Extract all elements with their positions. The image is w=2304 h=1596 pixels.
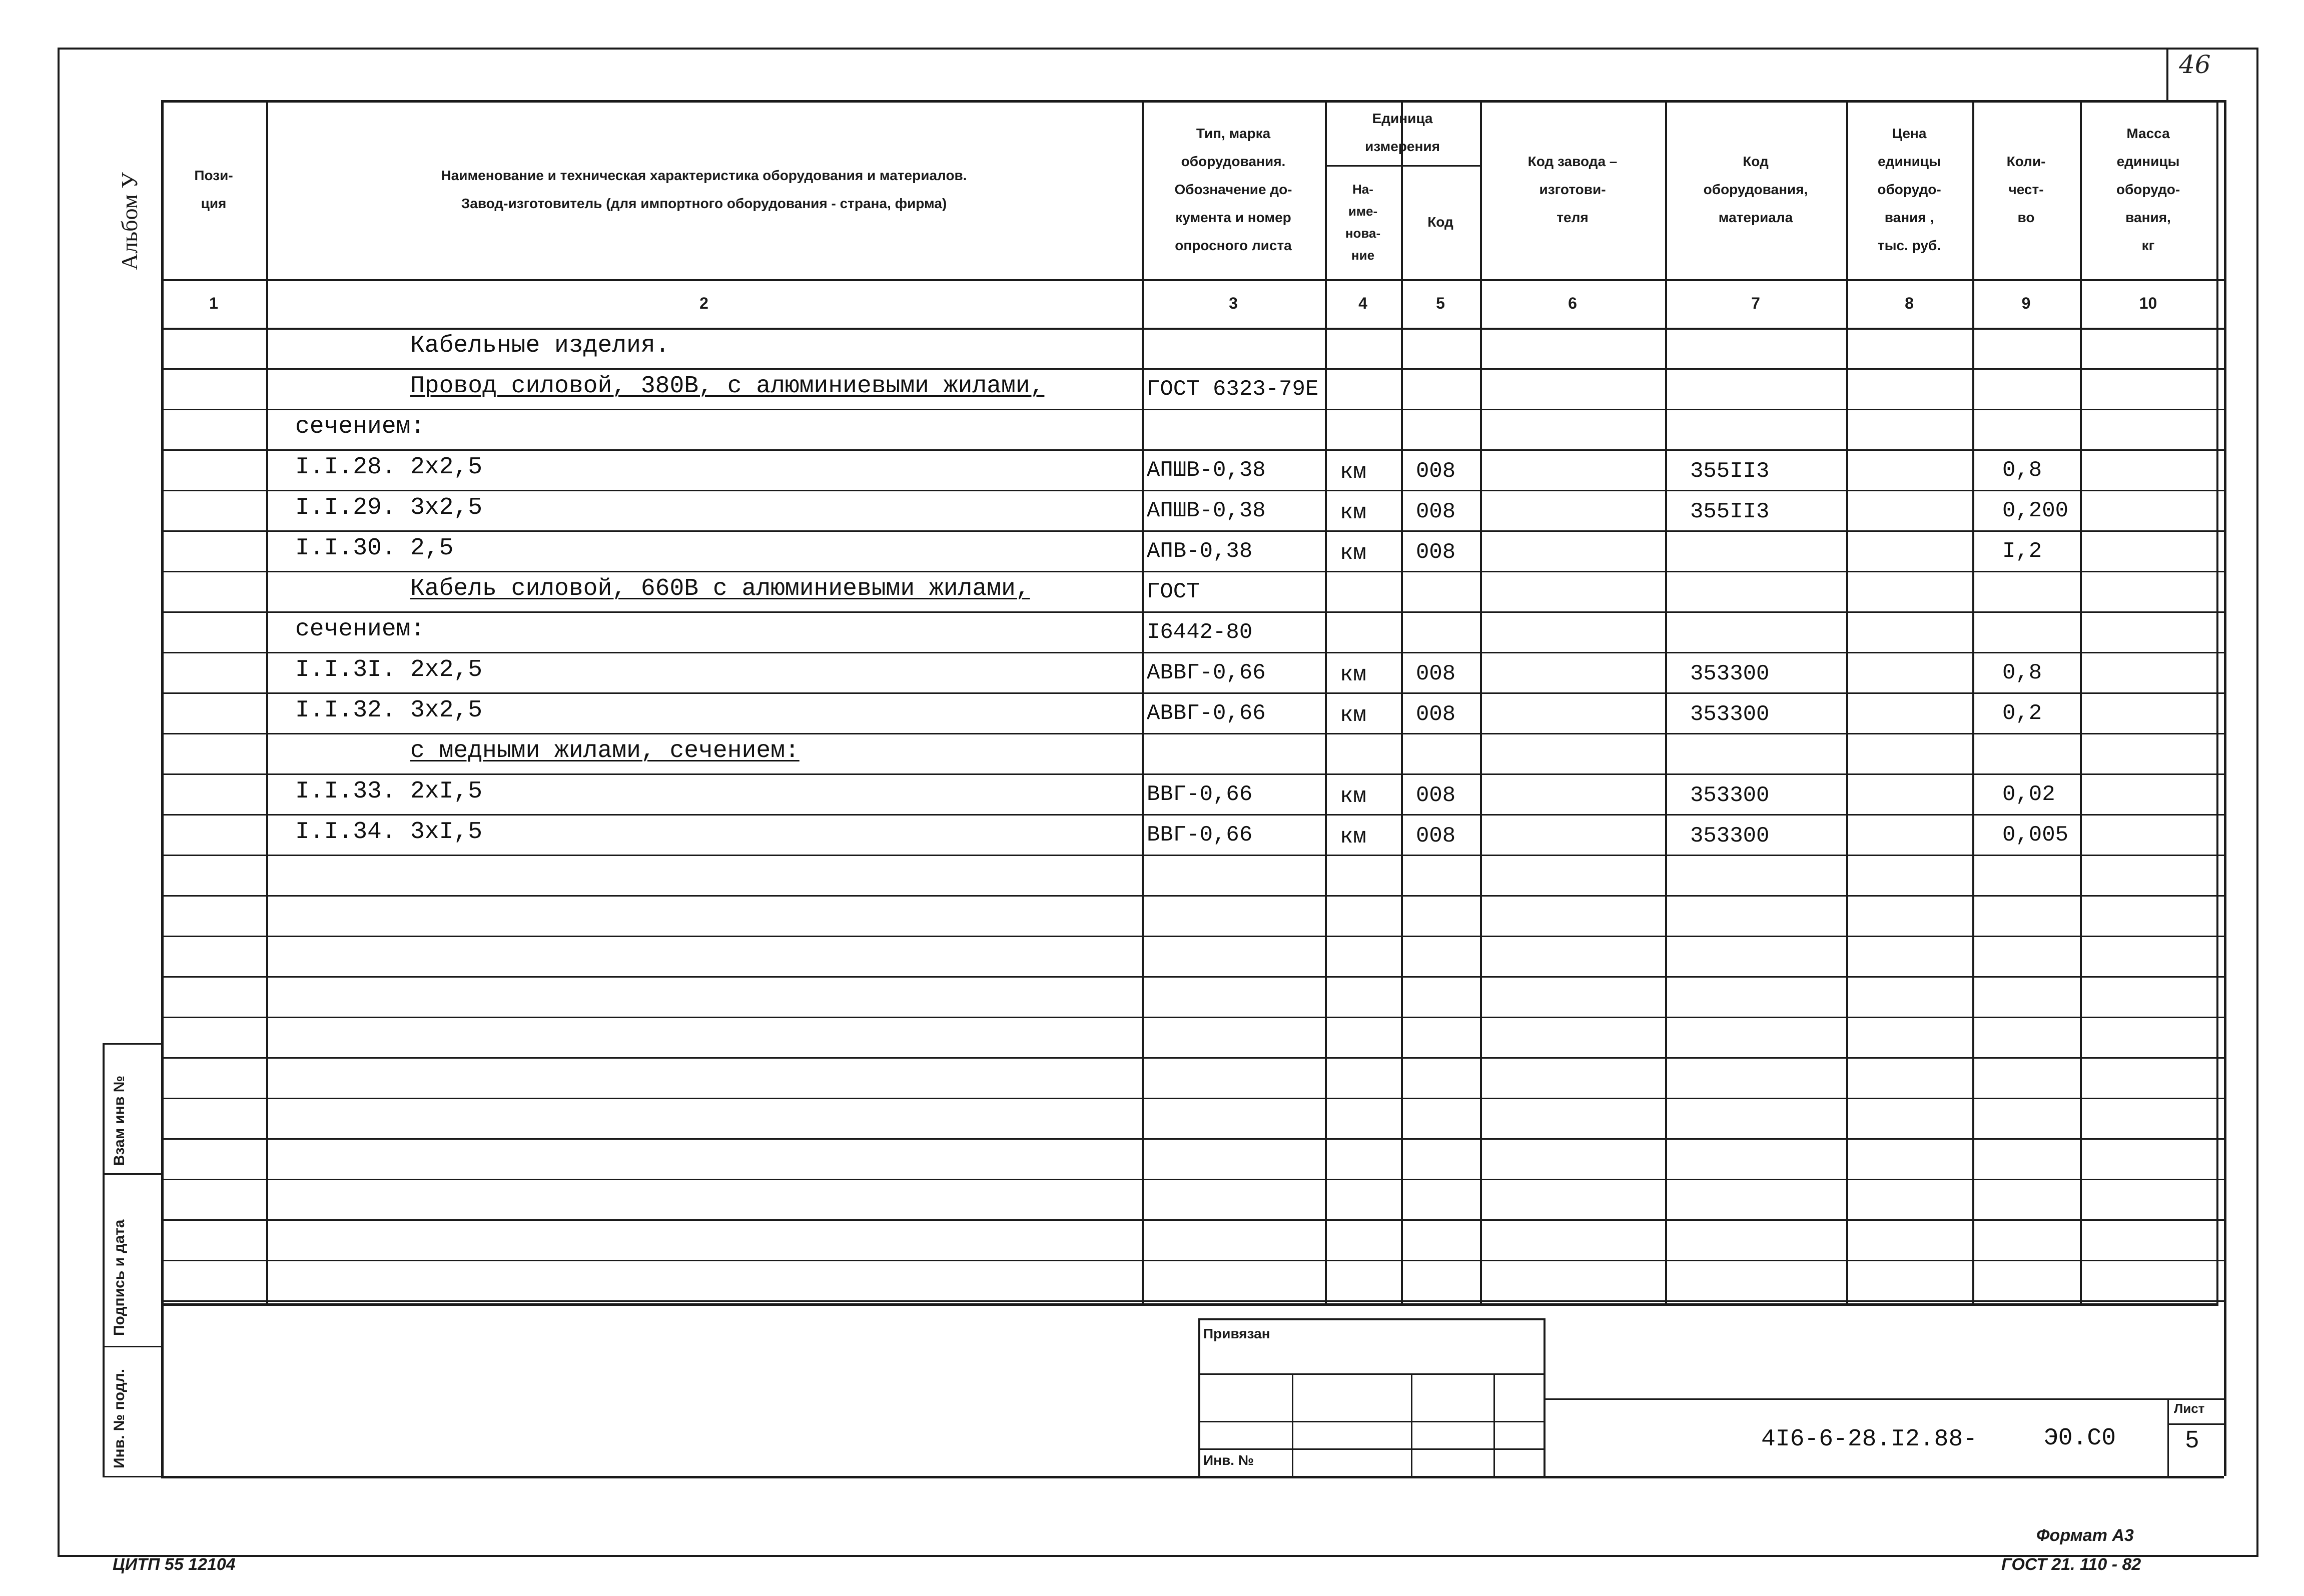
footer-left-code: ЦИТП 55 12104 [113,1555,236,1574]
stamp-box-col [1493,1373,1495,1476]
row-position: I.I.32. [295,697,396,724]
row-unit-code: 008 [1416,783,1456,808]
inner-frame-top [161,100,2224,103]
column-index-number: 3 [1229,294,1238,312]
row-name: сечением: [295,616,425,643]
document-number: 4I6-6-28.I2.88- [1761,1426,1978,1453]
margin-strip-left [103,1043,105,1476]
side-label-sign-date: Подпись и дата [111,1219,128,1336]
row-name: Кабель силовой, 660В с алюминиевыми жилами, [410,575,1030,602]
row-quantity: 0,8 [2002,660,2042,685]
stamp-box-left [1198,1318,1200,1476]
body-row-rule [161,976,2224,978]
column-index-number: 10 [2139,294,2157,312]
row-unit: км [1340,784,1366,809]
stamp-inv-no: Инв. № [1203,1452,1254,1468]
row-position: I.I.28. [295,454,396,481]
header-unit-name: На- име- нова- ние [1345,182,1381,263]
row-unit: км [1340,500,1366,525]
row-name: 3хI,5 [410,819,483,846]
row-unit-code: 008 [1416,661,1456,686]
body-row-rule [161,773,2224,775]
side-label-inv-replace: Взам инв № [111,1075,128,1166]
margin-strip-bottom [103,1476,161,1477]
side-label-inv-orig: Инв. № подл. [111,1368,128,1468]
body-row-rule [161,652,2224,653]
column-index-number: 7 [1751,294,1760,312]
sheet-label: Лист [2174,1401,2205,1416]
row-name: сечением: [295,413,425,440]
row-position: I.I.29. [295,494,396,521]
margin-strip-rule [103,1173,161,1175]
stamp-right-rule [1544,1398,2224,1400]
body-row-rule [161,1017,2224,1018]
row-name: с медными жилами, сечением: [410,737,800,764]
row-type: АПШВ-0,38 [1147,498,1266,523]
row-quantity: 0,8 [2002,458,2042,483]
row-name: 3х2,5 [410,494,483,521]
row-position: I.I.34. [295,819,396,846]
body-row-rule [161,733,2224,734]
column-index-number: 4 [1358,294,1367,312]
stamp-box-right [1544,1318,1546,1476]
stamp-box-rule [1198,1373,1544,1375]
column-index-number: 9 [2021,294,2031,312]
row-quantity: 0,005 [2002,823,2069,848]
body-row-rule [161,936,2224,937]
corner-box-left [2166,48,2168,100]
row-name: 2х2,5 [410,454,483,481]
row-type: ВВГ-0,66 [1147,823,1253,848]
row-type: ГОСТ 6323-79Е [1147,377,1319,402]
row-equipment-code: 353300 [1690,661,1770,686]
row-unit-code: 008 [1416,459,1456,484]
outer-frame-right [2256,48,2258,1557]
header-type: Тип, марка оборудования. Обозначение до- кумента и номер опросного листа [1174,126,1292,253]
stamp-box-rule [1198,1448,1544,1450]
body-row-rule [161,530,2224,532]
row-unit: км [1340,703,1366,728]
body-row-rule [161,1098,2224,1099]
row-equipment-code: 353300 [1690,702,1770,727]
column-index-number: 8 [1905,294,1914,312]
column-index-number: 2 [699,294,708,312]
row-unit: км [1340,460,1366,485]
header-mass: Масса единицы оборудо- вания, кг [2116,126,2180,253]
inner-frame-right [2224,100,2226,1476]
row-quantity: I,2 [2002,539,2042,564]
body-row-rule [161,855,2224,856]
header-unit-code: Код [1427,214,1453,230]
row-position: I.I.3I. [295,656,396,683]
row-equipment-code: 353300 [1690,824,1770,849]
row-type: АВВГ-0,66 [1147,660,1266,685]
corner-sheet-number: 46 [2179,50,2211,79]
body-row-rule [161,814,2224,816]
table-bottom-rule [161,1303,2218,1306]
row-unit: км [1340,662,1366,687]
row-unit-code: 008 [1416,540,1456,565]
outer-frame-bottom [58,1555,2256,1557]
row-quantity: 0,02 [2002,782,2055,807]
corner-box-bottom [2166,100,2224,102]
body-row-rule [161,409,2224,410]
row-quantity: 0,2 [2002,701,2042,726]
row-unit: км [1340,541,1366,566]
row-position: I.I.30. [295,535,396,562]
row-type: ВВГ-0,66 [1147,782,1253,807]
margin-strip-rule [103,1043,161,1045]
unit-subheader-rule [1325,165,1480,167]
margin-strip-rule [103,1346,161,1347]
footer-gost: ГОСТ 21. 110 - 82 [2001,1555,2141,1574]
body-row-rule [161,1138,2224,1140]
outer-frame-top [58,48,2256,50]
body-row-rule [161,1057,2224,1059]
sheet-value: 5 [2185,1426,2199,1453]
row-equipment-code: 353300 [1690,783,1770,808]
body-row-rule [161,490,2224,491]
row-unit: км [1340,825,1366,850]
row-equipment-code: 355II3 [1690,499,1770,524]
column-index-number: 1 [209,294,218,312]
row-name: 2х2,5 [410,656,483,683]
row-name: 2,5 [410,535,454,562]
stamp-privyazan: Привязан [1203,1326,1270,1341]
row-type: АПВ-0,38 [1147,539,1253,564]
body-row-rule [161,368,2224,370]
footer-format: Формат А3 [2036,1526,2134,1545]
sheet-box-mid [2167,1423,2224,1425]
body-row-rule [161,1260,2224,1261]
row-equipment-code: 355II3 [1690,459,1770,484]
row-type: АВВГ-0,66 [1147,701,1266,726]
document-suffix: Э0.С0 [2044,1425,2116,1452]
row-position: I.I.33. [295,778,396,805]
body-row-rule [161,1300,2224,1302]
row-unit-code: 008 [1416,499,1456,524]
inner-frame-bottom [161,1476,2224,1478]
header-quantity: Коли- чест- во [2006,154,2046,225]
row-name: Кабельные изделия. [410,332,670,359]
row-unit-code: 008 [1416,702,1456,727]
album-label: Альбом У [117,172,142,270]
header-name: Наименование и техническая характеристика оборудования и материалов. Завод-изготовитель (для импортного оборудования - страна, фирма) [441,168,967,211]
header-price: Цена единицы оборудо- вания , тыс. руб. [1877,126,1941,253]
body-row-rule [161,611,2224,613]
stamp-box-top [1198,1318,1544,1320]
row-type: АПШВ-0,38 [1147,458,1266,483]
row-name: Провод силовой, 380В, с алюминиевыми жилами, [410,373,1045,400]
outer-frame-left [58,48,60,1557]
row-type: ГОСТ [1147,579,1200,604]
column-index-number: 5 [1436,294,1445,312]
sheet-box-left [2167,1398,2169,1476]
body-row-rule [161,1179,2224,1180]
stamp-box-rule [1198,1421,1544,1422]
column-index-number: 6 [1568,294,1577,312]
body-row-rule [161,895,2224,897]
body-row-rule [161,692,2224,694]
header-unit-group: Единица измерения [1365,111,1440,154]
row-unit-code: 008 [1416,824,1456,849]
index-row-bottom-rule [161,328,2224,330]
body-row-rule [161,1219,2224,1221]
row-type: I6442-80 [1147,620,1253,645]
row-quantity: 0,200 [2002,498,2069,523]
header-position: Пози- ция [194,168,233,211]
row-name: 2хI,5 [410,778,483,805]
body-row-rule [161,449,2224,451]
header-factory-code: Код завода – изготови- теля [1527,154,1618,225]
header-equipment-code: Код оборудования, материала [1703,154,1808,225]
row-name: 3х2,5 [410,697,483,724]
body-row-rule [161,571,2224,572]
stamp-box-col [1411,1373,1412,1476]
